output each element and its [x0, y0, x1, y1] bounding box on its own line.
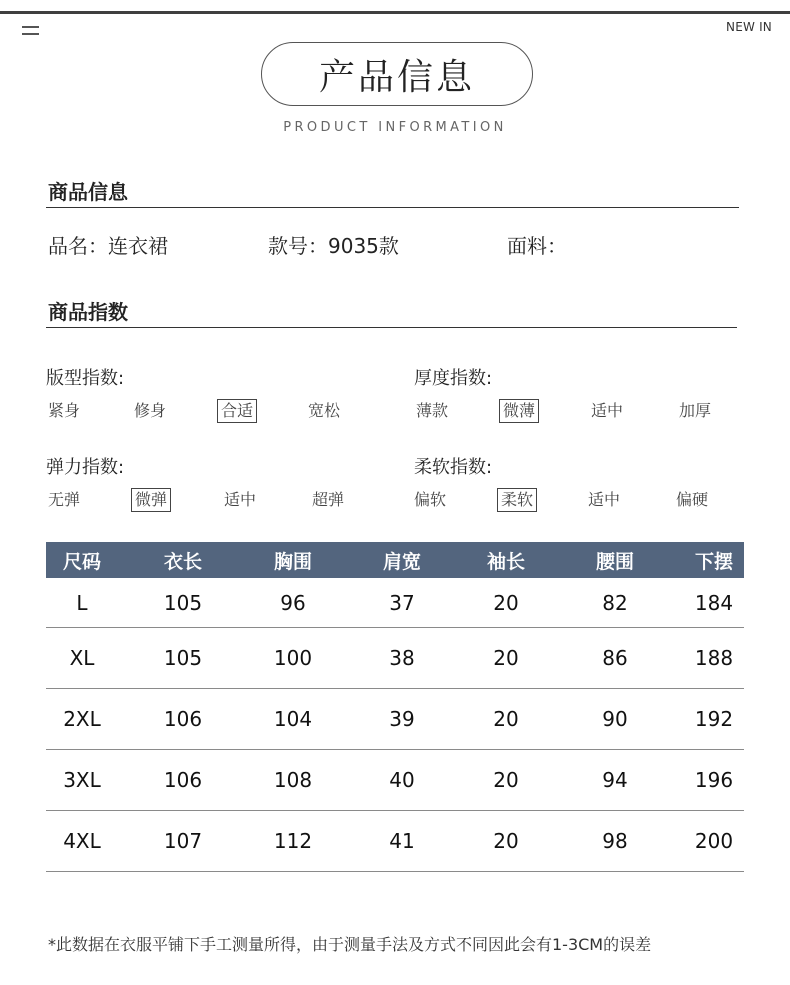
table-cell: L: [76, 590, 88, 615]
table-cell: 100: [273, 646, 313, 670]
table-row: [46, 689, 744, 750]
column-header-hem: 下摆: [694, 550, 733, 573]
table-cell: 106: [163, 768, 203, 792]
column-header-length: 衣长: [163, 550, 202, 573]
softness-index-label: 柔软指数:: [414, 457, 493, 478]
table-cell: 37: [389, 590, 415, 615]
table-cell: 41: [389, 829, 415, 853]
table-cell: 188: [694, 646, 734, 670]
elasticity-option: 超弹: [312, 490, 345, 509]
product-info-divider: [46, 207, 739, 208]
thickness-option: 薄款: [416, 401, 449, 420]
thickness-index-label: 厚度指数:: [414, 368, 493, 389]
table-cell: 98: [602, 829, 628, 853]
table-cell: 107: [163, 829, 203, 853]
table-cell: 108: [273, 768, 313, 792]
new-in-label: NEW IN: [726, 20, 772, 34]
elasticity-index-label: 弹力指数:: [46, 457, 125, 478]
table-cell: 3XL: [63, 768, 101, 792]
softness-option: 偏软: [414, 490, 447, 509]
table-cell: 2XL: [63, 707, 101, 731]
table-cell: 20: [493, 646, 519, 670]
table-cell: 82: [602, 590, 628, 615]
top-border: [0, 11, 790, 14]
table-cell: 112: [273, 829, 313, 853]
fit-option: 修身: [134, 401, 167, 420]
fit-option: 宽松: [308, 401, 341, 420]
product-index-divider: [46, 327, 737, 328]
page-title: 产品信息: [261, 42, 533, 106]
softness-option: 偏硬: [676, 490, 709, 509]
size-table: [46, 542, 744, 872]
size-table-header: [46, 542, 744, 578]
softness-option-selected: 柔软: [497, 488, 537, 512]
table-cell: 106: [163, 707, 203, 731]
softness-option: 适中: [588, 490, 621, 509]
fit-option-selected: 合适: [217, 399, 257, 423]
table-cell: 196: [694, 768, 734, 792]
thickness-option-selected: 微薄: [499, 399, 539, 423]
table-cell: 192: [694, 707, 734, 731]
product-index-heading: 商品指数: [48, 300, 128, 324]
table-cell: 200: [694, 829, 734, 853]
table-cell: 40: [389, 768, 415, 792]
table-cell: 20: [493, 590, 519, 615]
style-number: 款号：9035款: [268, 234, 399, 258]
thickness-option: 适中: [591, 401, 624, 420]
menu-icon[interactable]: [22, 26, 39, 36]
table-row: [46, 578, 744, 628]
elasticity-option: 无弹: [48, 490, 81, 509]
fit-option: 紧身: [48, 401, 81, 420]
fabric: 面料：: [507, 234, 567, 258]
elasticity-option-selected: 微弹: [131, 488, 171, 512]
table-cell: 38: [389, 646, 415, 670]
elasticity-option: 适中: [224, 490, 257, 509]
table-cell: 20: [493, 707, 519, 731]
table-cell: 96: [280, 590, 306, 615]
table-cell: 86: [602, 646, 628, 670]
table-row: [46, 750, 744, 811]
column-header-shoulder: 肩宽: [382, 550, 421, 573]
fit-index-label: 版型指数:: [46, 368, 125, 389]
table-cell: 184: [694, 590, 734, 615]
table-cell: 94: [602, 768, 628, 792]
product-info-heading: 商品信息: [48, 180, 128, 204]
table-row: [46, 811, 744, 872]
column-header-waist: 腰围: [595, 550, 634, 573]
table-cell: 104: [273, 707, 313, 731]
column-header-bust: 胸围: [273, 550, 312, 573]
table-cell: 105: [163, 646, 203, 670]
table-cell: 4XL: [63, 829, 101, 853]
column-header-size: 尺码: [62, 550, 101, 573]
column-header-sleeve: 袖长: [486, 550, 525, 573]
table-row: [46, 628, 744, 689]
measurement-footnote: *此数据在衣服平铺下手工测量所得，由于测量手法及方式不同因此会有1-3CM的误差: [48, 935, 652, 954]
page-subtitle: PRODUCT INFORMATION: [283, 120, 507, 135]
table-cell: 20: [493, 829, 519, 853]
table-cell: 20: [493, 768, 519, 792]
table-cell: 105: [163, 590, 203, 615]
table-cell: 39: [389, 707, 415, 731]
thickness-option: 加厚: [679, 401, 712, 420]
product-name: 品名：连衣裙: [48, 234, 168, 258]
table-cell: XL: [69, 646, 95, 670]
table-cell: 90: [602, 707, 628, 731]
